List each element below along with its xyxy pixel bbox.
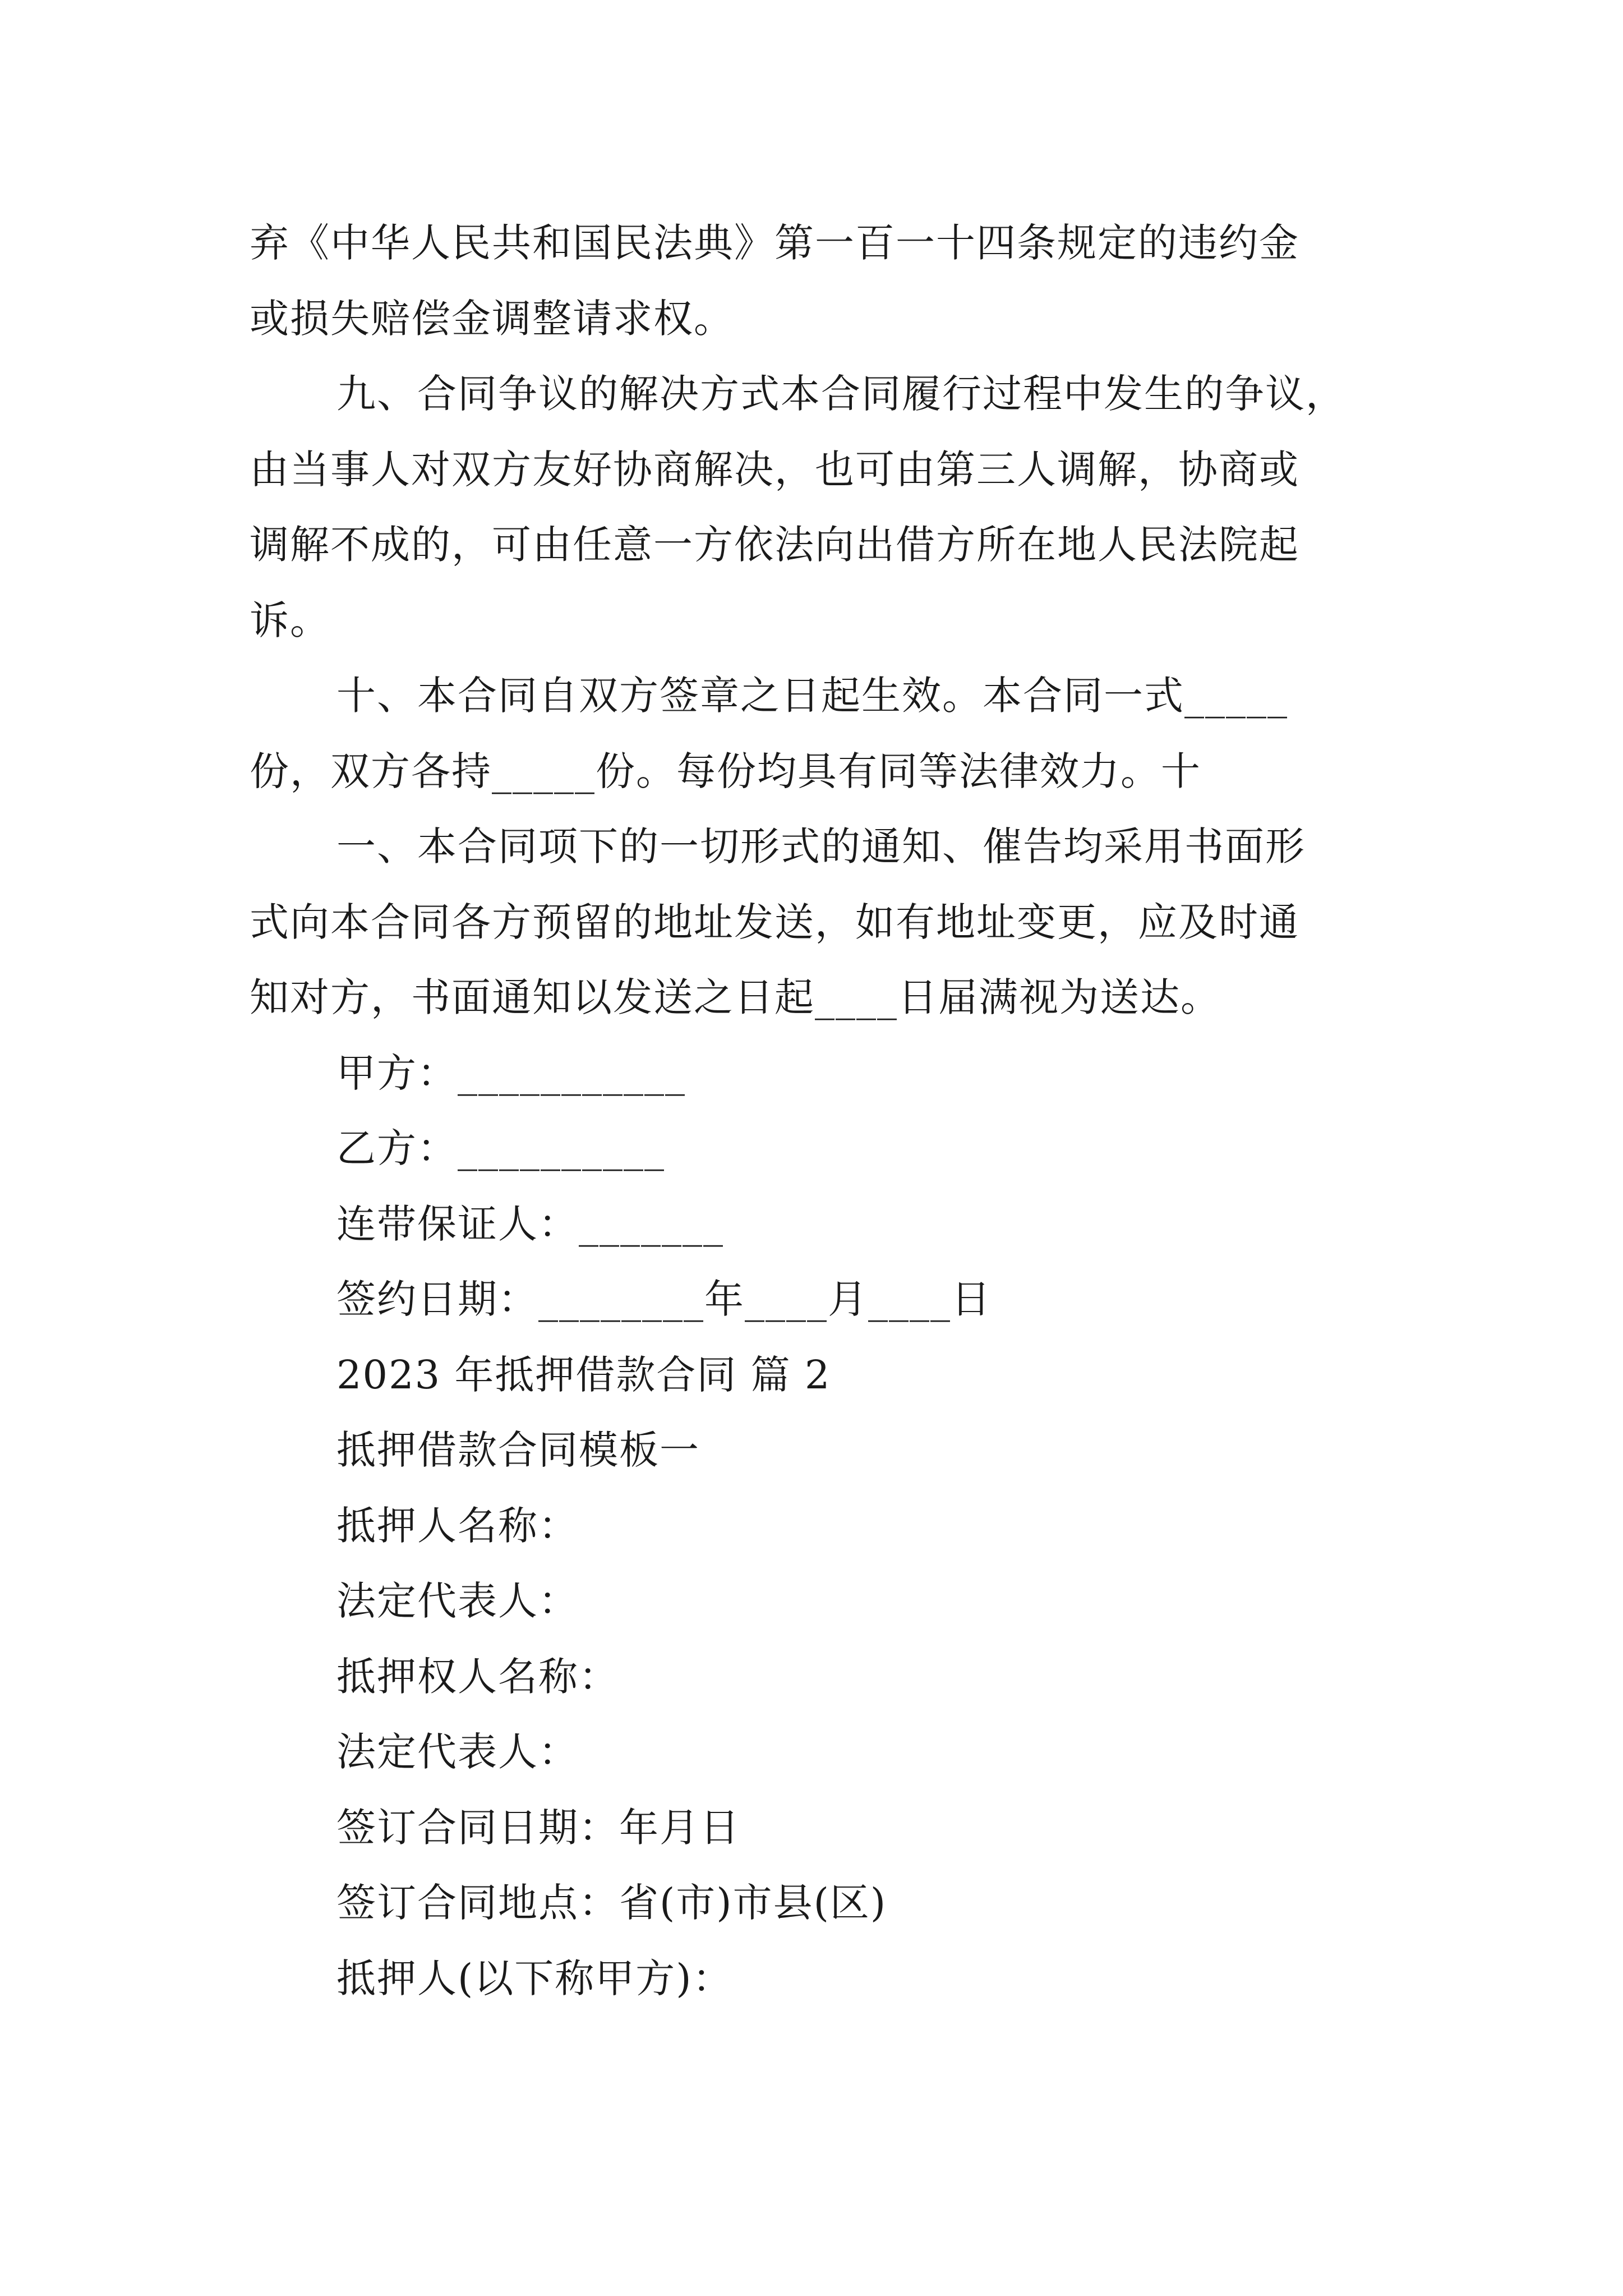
text-line: 签订合同日期：年月日 [336, 1805, 740, 1851]
text-line: 一、本合同项下的一切形式的通知、催告均采用书面形 [336, 823, 1306, 869]
text-line: 法定代表人： [336, 1729, 579, 1775]
text-line: 诉。 [250, 597, 330, 643]
text-line: 份，双方各持_____份。每份均具有同等法律效力。十 [250, 748, 1201, 794]
text-line: 或损失赔偿金调整请求权。 [250, 296, 734, 342]
text-line: 十、本合同自双方签章之日起生效。本合同一式_____ [336, 673, 1288, 719]
text-line: 2023 年抵押借款合同 篇 2 [336, 1352, 831, 1398]
text-line: 签约日期：________年____月____日 [336, 1276, 992, 1322]
text-line: 抵押借款合同模板一 [336, 1427, 700, 1473]
text-line: 弃《中华人民共和国民法典》第一百一十四条规定的违约金 [250, 220, 1299, 266]
text-line: 签订合同地点：省(市)市县(区) [336, 1880, 887, 1926]
text-line: 九、合同争议的解决方式本合同履行过程中发生的争议， [336, 371, 1346, 417]
text-line: 法定代表人： [336, 1578, 579, 1624]
text-line: 知对方，书面通知以发送之日起____日届满视为送达。 [250, 974, 1221, 1020]
text-line: 连带保证人：_______ [336, 1201, 724, 1247]
text-line: 抵押权人名称： [336, 1654, 619, 1700]
text-line: 抵押人名称： [336, 1503, 579, 1549]
text-line: 调解不成的，可由任意一方依法向出借方所在地人民法院起 [250, 522, 1299, 568]
text-line: 由当事人对双方友好协商解决，也可由第三人调解，协商或 [250, 447, 1299, 493]
text-line: 抵押人(以下称甲方)： [336, 1955, 733, 2001]
text-line: 乙方：__________ [336, 1125, 665, 1171]
text-line: 甲方：___________ [336, 1050, 686, 1096]
text-line: 式向本合同各方预留的地址发送，如有地址变更，应及时通 [250, 899, 1299, 945]
